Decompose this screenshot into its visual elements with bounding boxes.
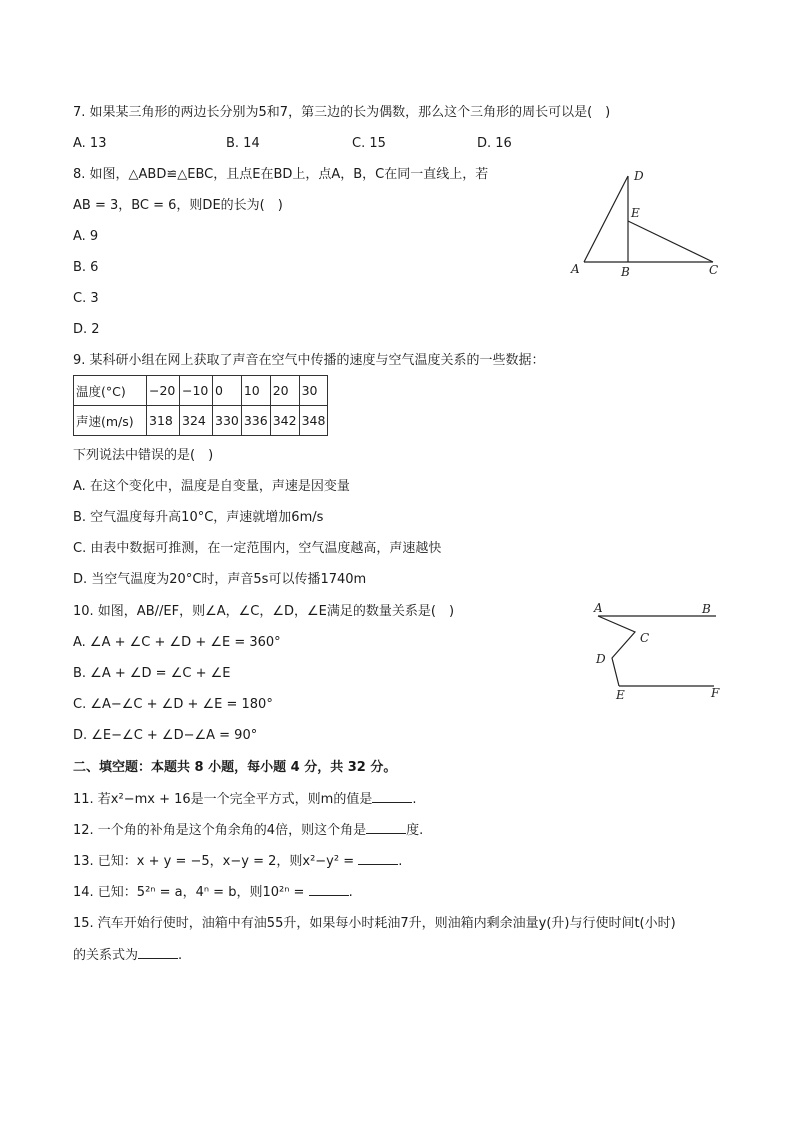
q9-question: 下列说法中错误的是( ) [73,448,214,463]
q14-end: . [348,885,353,900]
q13-text: 13. 已知：x + y = −5，x−y = 2，则x²−y² = [73,854,355,869]
table-cell: 20 [270,376,299,406]
q8-triangle-figure [560,160,740,285]
q15-line2 [73,946,182,965]
q8-label-d: D [634,169,644,183]
answer-blank[interactable] [358,852,398,865]
q15-end: . [178,948,183,963]
q10-label-b: B [702,602,711,616]
q9-data-table [73,375,328,436]
q10-stem: 10. 如图，AB//EF，则∠A，∠C，∠D，∠E满足的数量关系是( ) [73,604,455,619]
q14 [73,883,353,902]
q10-label-d: D [596,652,606,666]
q8-label-a: A [571,262,580,276]
q10-label-f: F [711,686,720,700]
q10-option-b: B. ∠A + ∠D = ∠C + ∠E [73,666,231,681]
section-heading: 二、填空题：本题共 8 小题，每小题 4 分，共 32 分。 [73,760,397,775]
answer-blank[interactable] [366,821,406,834]
q15-text: 的关系式为 [73,948,139,963]
q10-label-c: C [640,631,650,645]
q10-label-a: A [594,601,603,615]
table-cell: 342 [270,406,299,436]
q13 [73,852,402,871]
q10-parallel-lines-figure [588,598,728,708]
table-header-speed: 声速(m/s) [74,406,147,436]
q7-option-c: C. 15 [352,136,386,151]
table-cell: 10 [241,376,270,406]
q10-option-d: D. ∠E−∠C + ∠D−∠A = 90° [73,728,258,743]
table-row [74,376,328,406]
table-row [74,406,328,436]
q13-end: . [398,854,403,869]
q8-stem-line1: 8. 如图，△ABD≌△EBC，且点E在BD上，点A，B，C在同一直线上，若 [73,167,489,182]
table-cell: 336 [241,406,270,436]
q8-option-d: D. 2 [73,322,100,337]
q8-option-c: C. 3 [73,291,99,306]
q11 [73,790,416,809]
q8-label-e: E [631,206,640,220]
table-cell: 30 [299,376,328,406]
table-cell: 348 [299,406,328,436]
q9-option-d: D. 当空气温度为20°C时，声音5s可以传播1740m [73,572,367,587]
q14-text: 14. 已知：5²ⁿ = a，4ⁿ = b，则10²ⁿ = [73,885,305,900]
table-cell: 0 [213,376,242,406]
q7-option-d: D. 16 [477,136,512,151]
answer-blank[interactable] [138,946,178,959]
q11-text: 11. 若x²−mx + 16是一个完全平方式，则m的值是 [73,792,373,807]
q12-end: 度. [406,823,424,838]
table-header-temperature: 温度(°C) [74,376,147,406]
table-cell: 330 [213,406,242,436]
q9-option-a: A. 在这个变化中，温度是自变量，声速是因变量 [73,479,350,494]
q10-option-c: C. ∠A−∠C + ∠D + ∠E = 180° [73,697,273,712]
q7-option-b: B. 14 [226,136,260,151]
q7-option-a: A. 13 [73,136,107,151]
q8-stem-line2: AB = 3，BC = 6，则DE的长为( ) [73,198,283,213]
q10-option-a: A. ∠A + ∠C + ∠D + ∠E = 360° [73,635,281,650]
q12 [73,821,423,840]
q8-label-b: B [621,265,630,279]
table-cell: −10 [180,376,213,406]
q8-option-b: B. 6 [73,260,99,275]
q11-end: . [412,792,417,807]
q9-stem: 9. 某科研小组在网上获取了声音在空气中传播的速度与空气温度关系的一些数据： [73,353,545,368]
q8-label-c: C [709,263,719,277]
q7-options [73,135,673,153]
answer-blank[interactable] [372,790,412,803]
answer-blank[interactable] [309,883,349,896]
q7-stem: 7. 如果某三角形的两边长分别为5和7，第三边的长为偶数，那么这个三角形的周长可以是( ) [73,105,611,120]
q15-line1: 15. 汽车开始行使时，油箱中有油55升，如果每小时耗油7升，则油箱内剩余油量y(升)与行使时间t(小时) [73,916,676,931]
q10-label-e: E [616,688,625,702]
table-cell: 318 [147,406,180,436]
q12-text: 12. 一个角的补角是这个角余角的4倍，则这个角是 [73,823,367,838]
table-cell: 324 [180,406,213,436]
q9-option-c: C. 由表中数据可推测，在一定范围内，空气温度越高，声速越快 [73,541,442,556]
table-cell: −20 [147,376,180,406]
q8-option-a: A. 9 [73,229,99,244]
q9-option-b: B. 空气温度每升高10°C，声速就增加6m/s [73,510,324,525]
